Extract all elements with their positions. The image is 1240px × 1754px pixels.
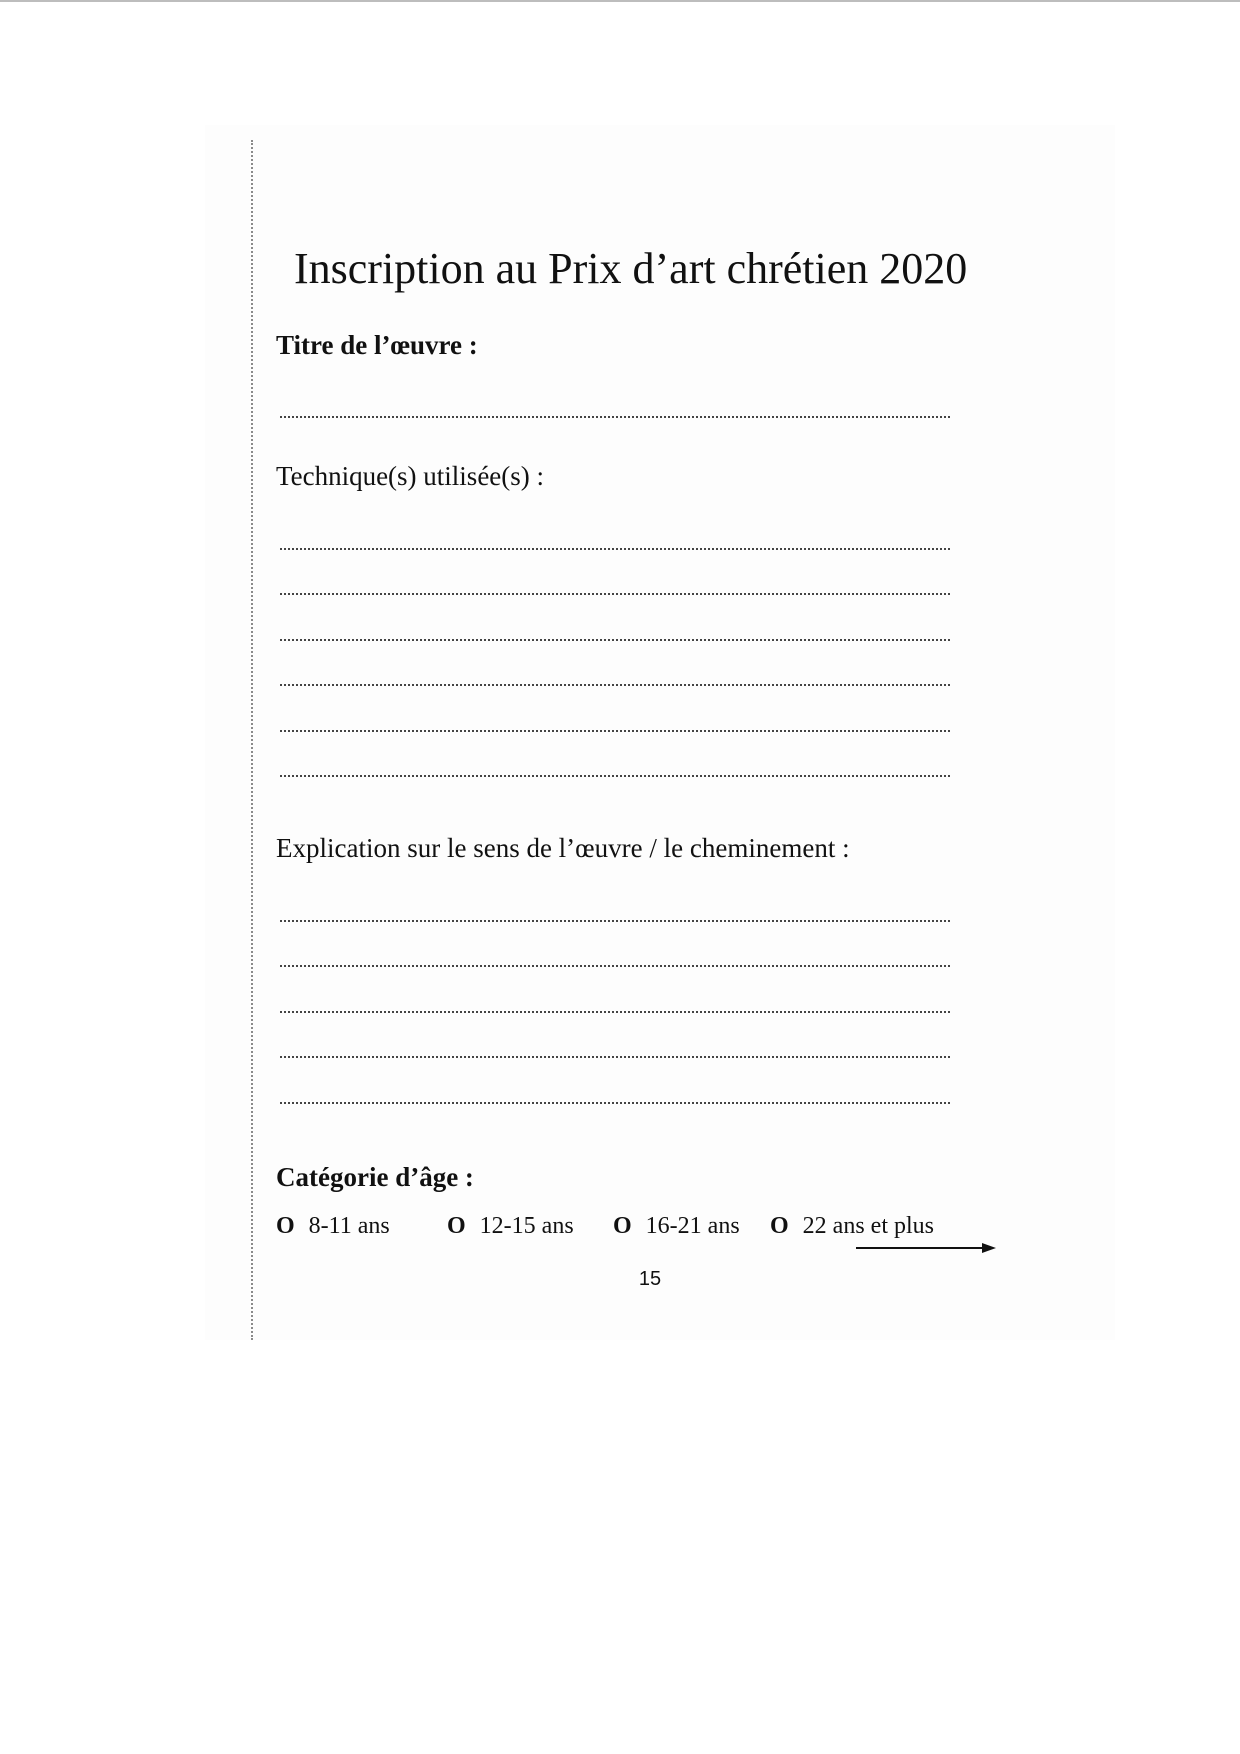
artwork-title-line[interactable] — [280, 416, 950, 418]
techniques-label: Technique(s) utilisée(s) : — [276, 461, 545, 491]
age-option-label: 8-11 ans — [308, 1213, 390, 1239]
radio-circle-icon[interactable]: O — [613, 1213, 632, 1239]
explanation-line-3[interactable] — [280, 1011, 950, 1013]
age-option-8-11[interactable] — [276, 1211, 390, 1241]
explanation-label: Explication sur le sens de l’œuvre / le cheminement : — [276, 833, 850, 863]
page-number: 15 — [638, 1268, 662, 1290]
age-option-22-plus[interactable] — [770, 1211, 934, 1241]
radio-circle-icon[interactable]: O — [447, 1213, 466, 1239]
form-sheet — [205, 125, 1115, 1340]
techniques-line-1[interactable] — [280, 548, 950, 550]
techniques-line-6[interactable] — [280, 775, 950, 777]
page-title: Inscription au Prix d’art chrétien 2020 — [294, 244, 968, 293]
age-option-label: 22 ans et plus — [802, 1213, 934, 1239]
techniques-line-3[interactable] — [280, 639, 950, 641]
age-option-12-15[interactable] — [447, 1211, 574, 1241]
age-category-label: Catégorie d’âge : — [276, 1162, 474, 1192]
right-arrow-icon — [856, 1241, 996, 1255]
fold-dotted-line — [251, 140, 253, 1340]
explanation-line-5[interactable] — [280, 1102, 950, 1104]
age-option-label: 12-15 ans — [479, 1213, 574, 1239]
techniques-line-5[interactable] — [280, 730, 950, 732]
age-option-label: 16-21 ans — [645, 1213, 740, 1239]
age-option-16-21[interactable] — [613, 1211, 740, 1241]
artwork-title-label: Titre de l’œuvre : — [276, 330, 478, 360]
techniques-line-4[interactable] — [280, 684, 950, 686]
top-edge-rule — [0, 0, 1240, 2]
techniques-line-2[interactable] — [280, 593, 950, 595]
explanation-line-2[interactable] — [280, 965, 950, 967]
radio-circle-icon[interactable]: O — [770, 1213, 789, 1239]
explanation-line-1[interactable] — [280, 920, 950, 922]
radio-circle-icon[interactable]: O — [276, 1213, 295, 1239]
explanation-line-4[interactable] — [280, 1056, 950, 1058]
